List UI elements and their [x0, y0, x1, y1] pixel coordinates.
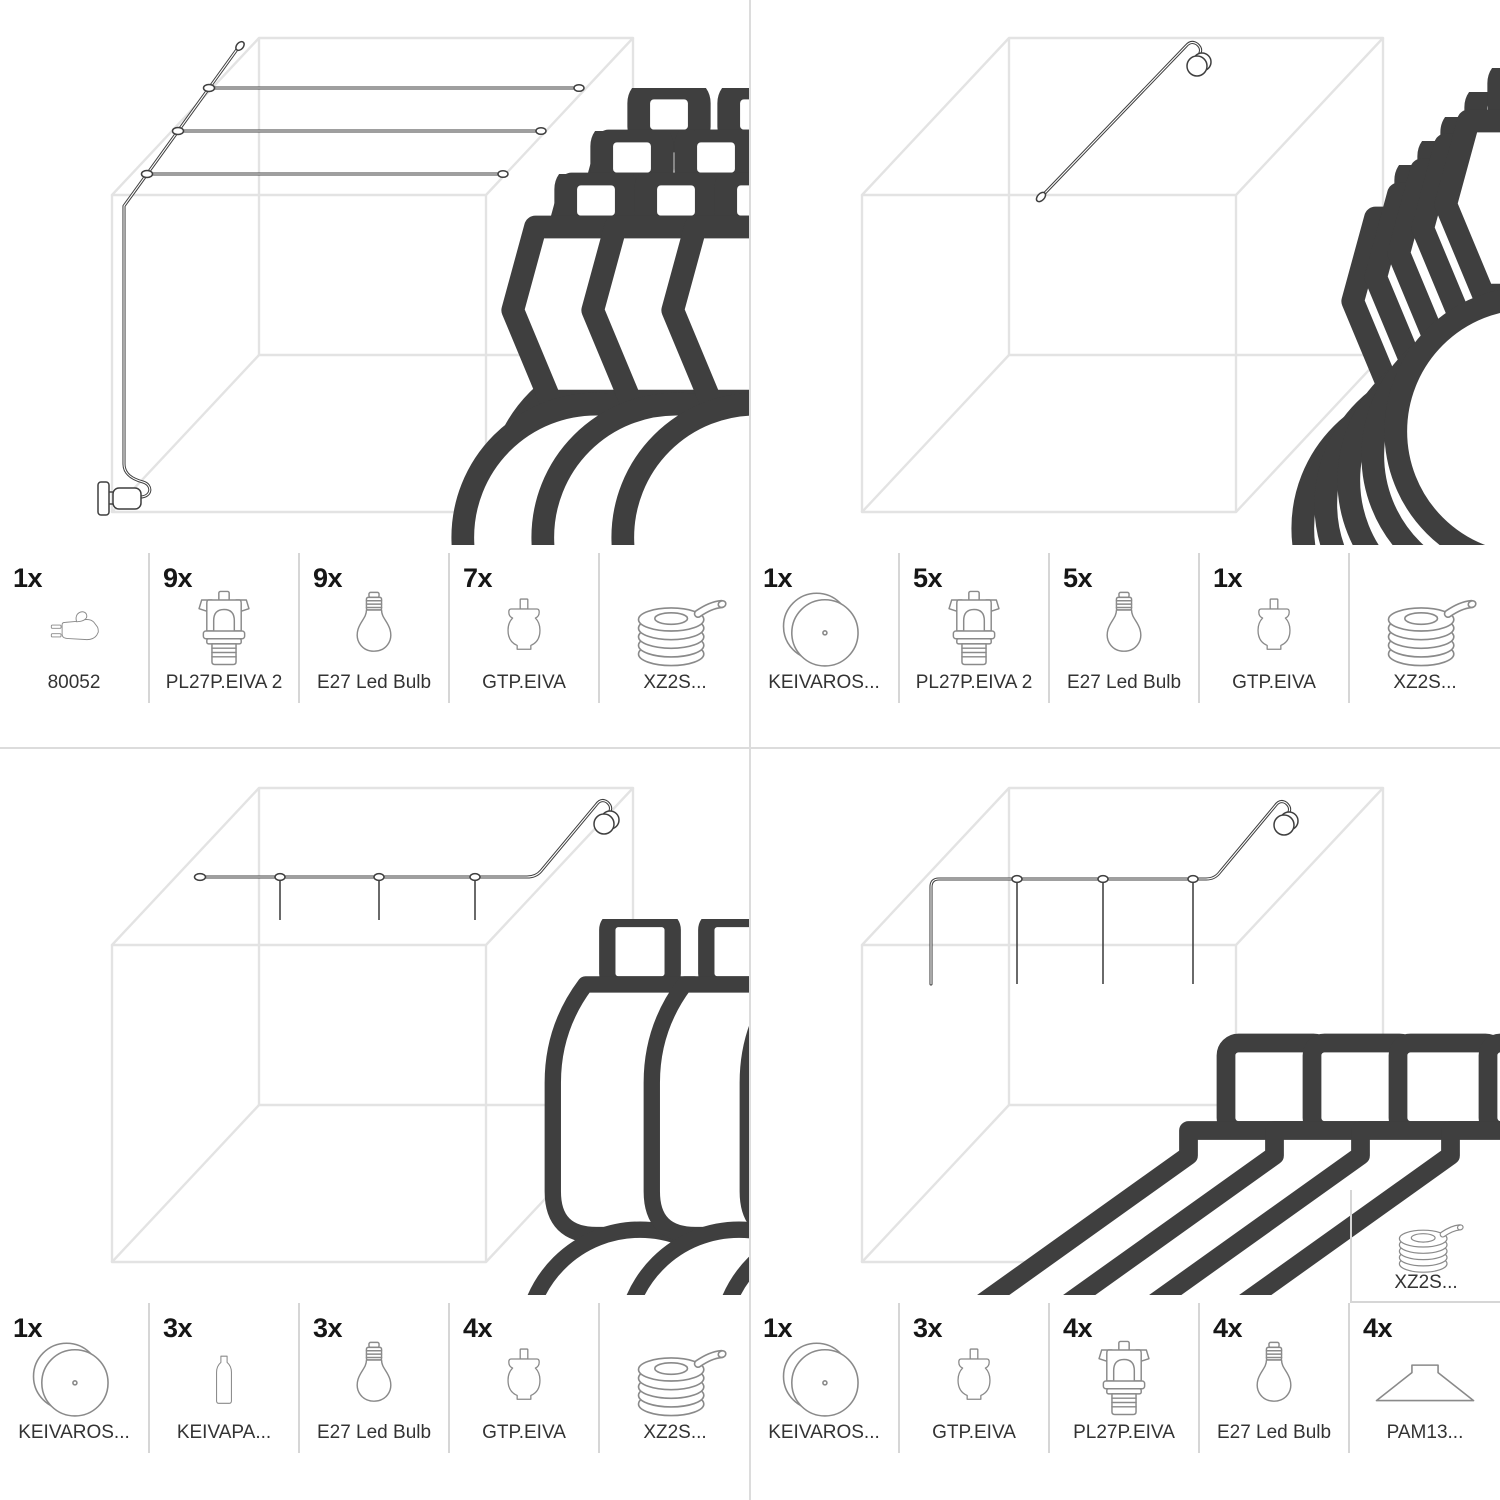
part-label: KEIVAPA...	[176, 1422, 272, 1443]
quadrant-kit-c	[0, 750, 750, 1500]
part-cable-gland	[900, 1303, 1050, 1453]
part-quantity: 3x	[913, 1313, 943, 1343]
led-bulb-icon	[1232, 1338, 1316, 1424]
string-cable	[1043, 42, 1201, 195]
cable-coil-icon	[615, 1333, 735, 1429]
part-cable-coil	[600, 553, 750, 703]
ceiling-rose-icon	[776, 1335, 872, 1427]
string-row-3	[142, 171, 751, 546]
bottle-holder-icon	[193, 1344, 255, 1418]
quadrant-kit-d	[750, 750, 1500, 1500]
led-bulb-icon	[332, 588, 416, 674]
parts-list-kit-a	[0, 553, 750, 703]
part-label: E27 Led Bulb	[1066, 672, 1182, 693]
part-cable-gland	[450, 553, 600, 703]
part-ceiling-rose	[750, 553, 900, 703]
cable-gland-icon	[936, 1343, 1012, 1419]
part-cable-coil-extra	[1350, 1190, 1500, 1303]
part-quantity: 3x	[163, 1313, 193, 1343]
part-label: KEIVAROS...	[18, 1422, 130, 1443]
part-label: PL27P.EIVA	[1073, 1422, 1175, 1443]
ceiling-rose	[1187, 53, 1211, 76]
part-lamp-holder	[150, 553, 300, 703]
ceiling-rose-icon	[26, 1335, 122, 1427]
three-pendants-diagram	[0, 750, 750, 1295]
part-bottle-holder	[150, 1303, 300, 1453]
cable-gland-icon	[486, 1343, 562, 1419]
part-lamp-holder	[900, 553, 1050, 703]
part-quantity: 5x	[1063, 563, 1093, 593]
cable-gland-tip	[195, 874, 206, 881]
part-quantity: 9x	[163, 563, 193, 593]
led-bulb-icon	[1082, 588, 1166, 674]
feed-cable	[124, 48, 238, 497]
parts-list-kit-c	[0, 1303, 750, 1453]
suspension-cable	[203, 801, 611, 877]
lamp-holder-icon	[181, 587, 267, 675]
part-quantity: 4x	[1213, 1313, 1243, 1343]
part-quantity: 5x	[913, 563, 943, 593]
grid-divider-vertical	[749, 0, 751, 1500]
part-label: KEIVAROS...	[768, 672, 880, 693]
part-ceiling-rose	[0, 1303, 150, 1453]
ceiling-rose-icon	[776, 585, 872, 677]
cable-gland-tip	[1035, 191, 1048, 204]
pendant-drops	[275, 874, 750, 1295]
part-quantity: 1x	[13, 563, 43, 593]
part-label: XZ2S...	[1393, 672, 1457, 693]
part-quantity: 1x	[763, 563, 793, 593]
part-label: PL27P.EIVA 2	[915, 672, 1033, 693]
part-led-bulb	[300, 553, 450, 703]
part-quantity: 7x	[463, 563, 493, 593]
room-cube-wireframe	[862, 38, 1383, 512]
part-label: GTP.EIVA	[932, 1422, 1016, 1443]
part-quantity: 3x	[313, 1313, 343, 1343]
part-quantity: 4x	[1063, 1313, 1093, 1343]
string-bulbs	[1303, 68, 1500, 545]
diagonal-string-diagram	[750, 0, 1500, 545]
part-label: 80052	[47, 672, 101, 693]
part-label: E27 Led Bulb	[1216, 1422, 1332, 1443]
part-label: KEIVAROS...	[768, 1422, 880, 1443]
part-label: GTP.EIVA	[1232, 672, 1316, 693]
parts-list-kit-d	[750, 1303, 1500, 1453]
part-cable-gland	[450, 1303, 600, 1453]
part-quantity: 9x	[313, 563, 343, 593]
part-label: XZ2S...	[643, 1422, 707, 1443]
ceiling-rose	[594, 811, 619, 834]
part-led-bulb	[1050, 553, 1200, 703]
part-quantity: 1x	[13, 1313, 43, 1343]
cable-coil-icon	[1365, 583, 1485, 679]
part-quantity: 4x	[463, 1313, 493, 1343]
part-cable-coil	[600, 1303, 750, 1453]
part-ceiling-rose	[750, 1303, 900, 1453]
part-label: XZ2S...	[1394, 1272, 1458, 1293]
cable-coil-icon	[1377, 1212, 1475, 1282]
lamp-holder-icon	[1081, 1337, 1167, 1425]
led-bulb-icon	[332, 1338, 416, 1424]
lamp-holder-icon	[931, 587, 1017, 675]
part-label: GTP.EIVA	[482, 672, 566, 693]
part-cable-gland	[1200, 553, 1350, 703]
part-led-bulb	[300, 1303, 450, 1453]
string-lights-three-rows-diagram	[0, 0, 750, 545]
part-led-bulb	[1200, 1303, 1350, 1453]
ceiling-rose	[1274, 812, 1298, 835]
part-quantity: 4x	[1363, 1313, 1393, 1343]
lamp-shade-icon	[1369, 1348, 1481, 1414]
part-plug	[0, 553, 150, 703]
part-quantity: 1x	[1213, 563, 1243, 593]
part-lamp-shade	[1350, 1303, 1500, 1453]
cable-gland-icon	[1236, 593, 1312, 669]
cable-gland-icon	[486, 593, 562, 669]
part-label: PAM13...	[1386, 1422, 1464, 1443]
plug-icon	[26, 604, 122, 658]
part-label: XZ2S...	[643, 672, 707, 693]
part-label: E27 Led Bulb	[316, 672, 432, 693]
parts-list-kit-b	[750, 553, 1500, 703]
part-quantity: 1x	[763, 1313, 793, 1343]
part-cable-coil	[1350, 553, 1500, 703]
quadrant-kit-b	[750, 0, 1500, 750]
part-lamp-holder	[1050, 1303, 1200, 1453]
part-label: GTP.EIVA	[482, 1422, 566, 1443]
part-label: PL27P.EIVA 2	[165, 672, 283, 693]
cable-coil-icon	[615, 583, 735, 679]
part-label: E27 Led Bulb	[316, 1422, 432, 1443]
quadrant-kit-a	[0, 0, 750, 750]
